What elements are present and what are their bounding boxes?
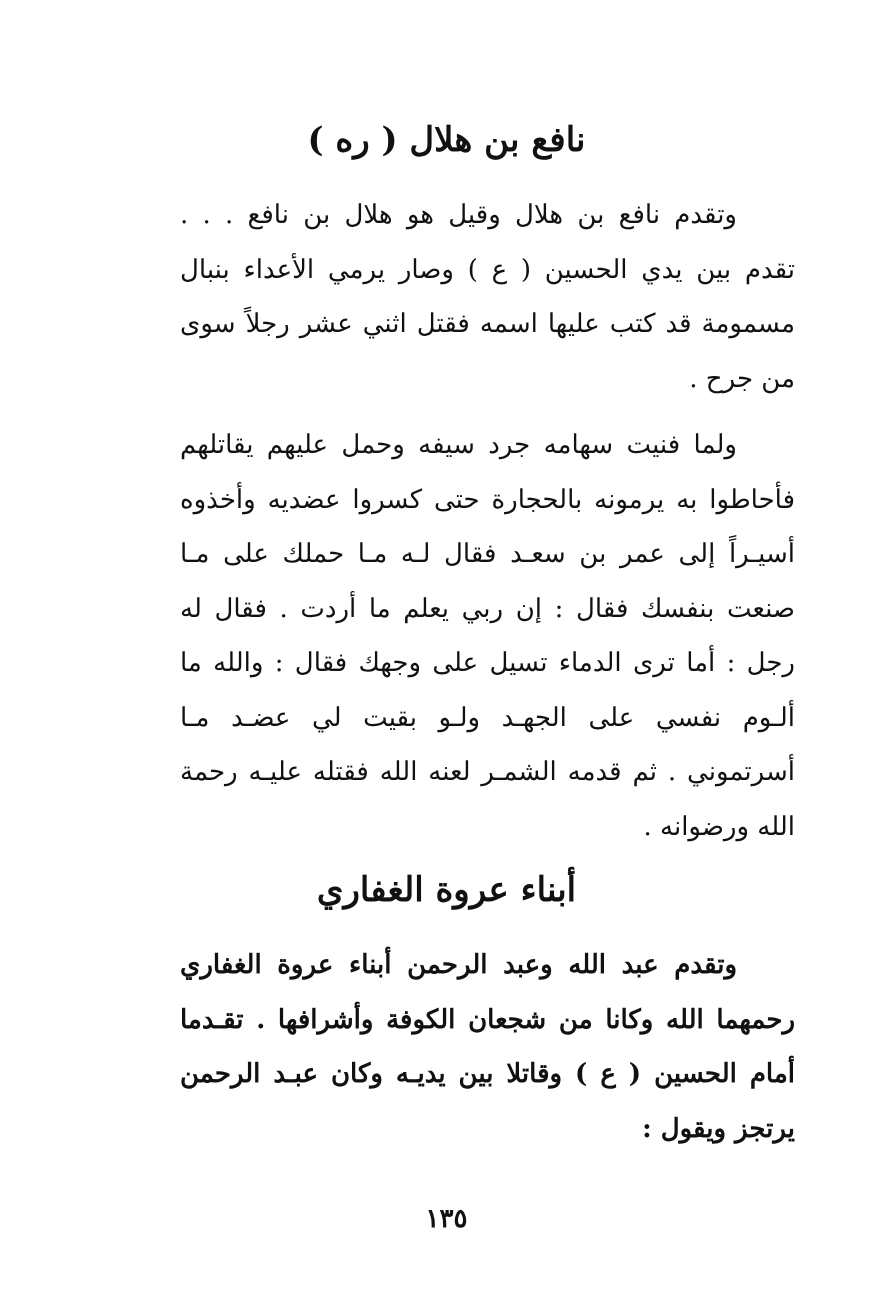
section-title-nafi: نافع بن هلال ( ره ) [307,120,586,160]
text-line: وتقدم نافع بن هلال وقيل هو هلال بن نافع . . . [180,200,737,230]
text-line: يرتجز ويقول : [642,1113,795,1144]
page-number: ١٣٥ [425,1204,468,1234]
text-line: صنعت بنفسك فقال : إن ربي يعلم ما أردت . فقال له [180,593,795,624]
text-line: أسرتموني . ثم قدمه الشمـر لعنه الله فقتله عليـه رحمة [180,757,795,787]
text-line: وتقدم عبد الله وعبد الرحمن أبناء عروة الغفاري [180,950,737,980]
text-line: الله ورضوانه . [643,811,795,842]
paragraph-urwa-sons [180,938,795,1156]
text-line: ولما فنيت سهامه جرد سيفه وحمل عليهم يقاتلهم [180,430,737,460]
text-line: مسمومة قد كتب عليها اسمه فقتل اثني عشر رجلاً سوى [180,309,795,339]
text-line: رجل : أما ترى الدماء تسيل على وجهك فقال : والله ما [180,648,795,678]
text-line: رحمهما الله وكانا من شجعان الكوفة وأشرافها . تقـدما [180,1004,795,1035]
text-line: ألـوم نفسي على الجهـد ولـو بقيت لي عضـد مـا [180,702,795,733]
section-title-urwa-sons: أبناء عروة الغفاري [316,870,577,910]
text-line: أمام الحسين ( ع ) وقاتلا بين يديـه وكان عبـد الرحمن [180,1059,795,1089]
text-line: أسيـراً إلى عمر بن سعـد فقال لـه مـا حملك على مـا [180,539,795,569]
paragraph-nafi-intro [180,188,795,406]
text-line: من جرح . [689,363,795,394]
paragraph-nafi-death [180,418,795,854]
text-line: تقدم بين يدي الحسين ( ع ) وصار يرمي الأعداء بنبال [180,254,795,285]
text-line: فأحاطوا به يرمونه بالحجارة حتى كسروا عضديه وأخذوه [180,484,795,515]
